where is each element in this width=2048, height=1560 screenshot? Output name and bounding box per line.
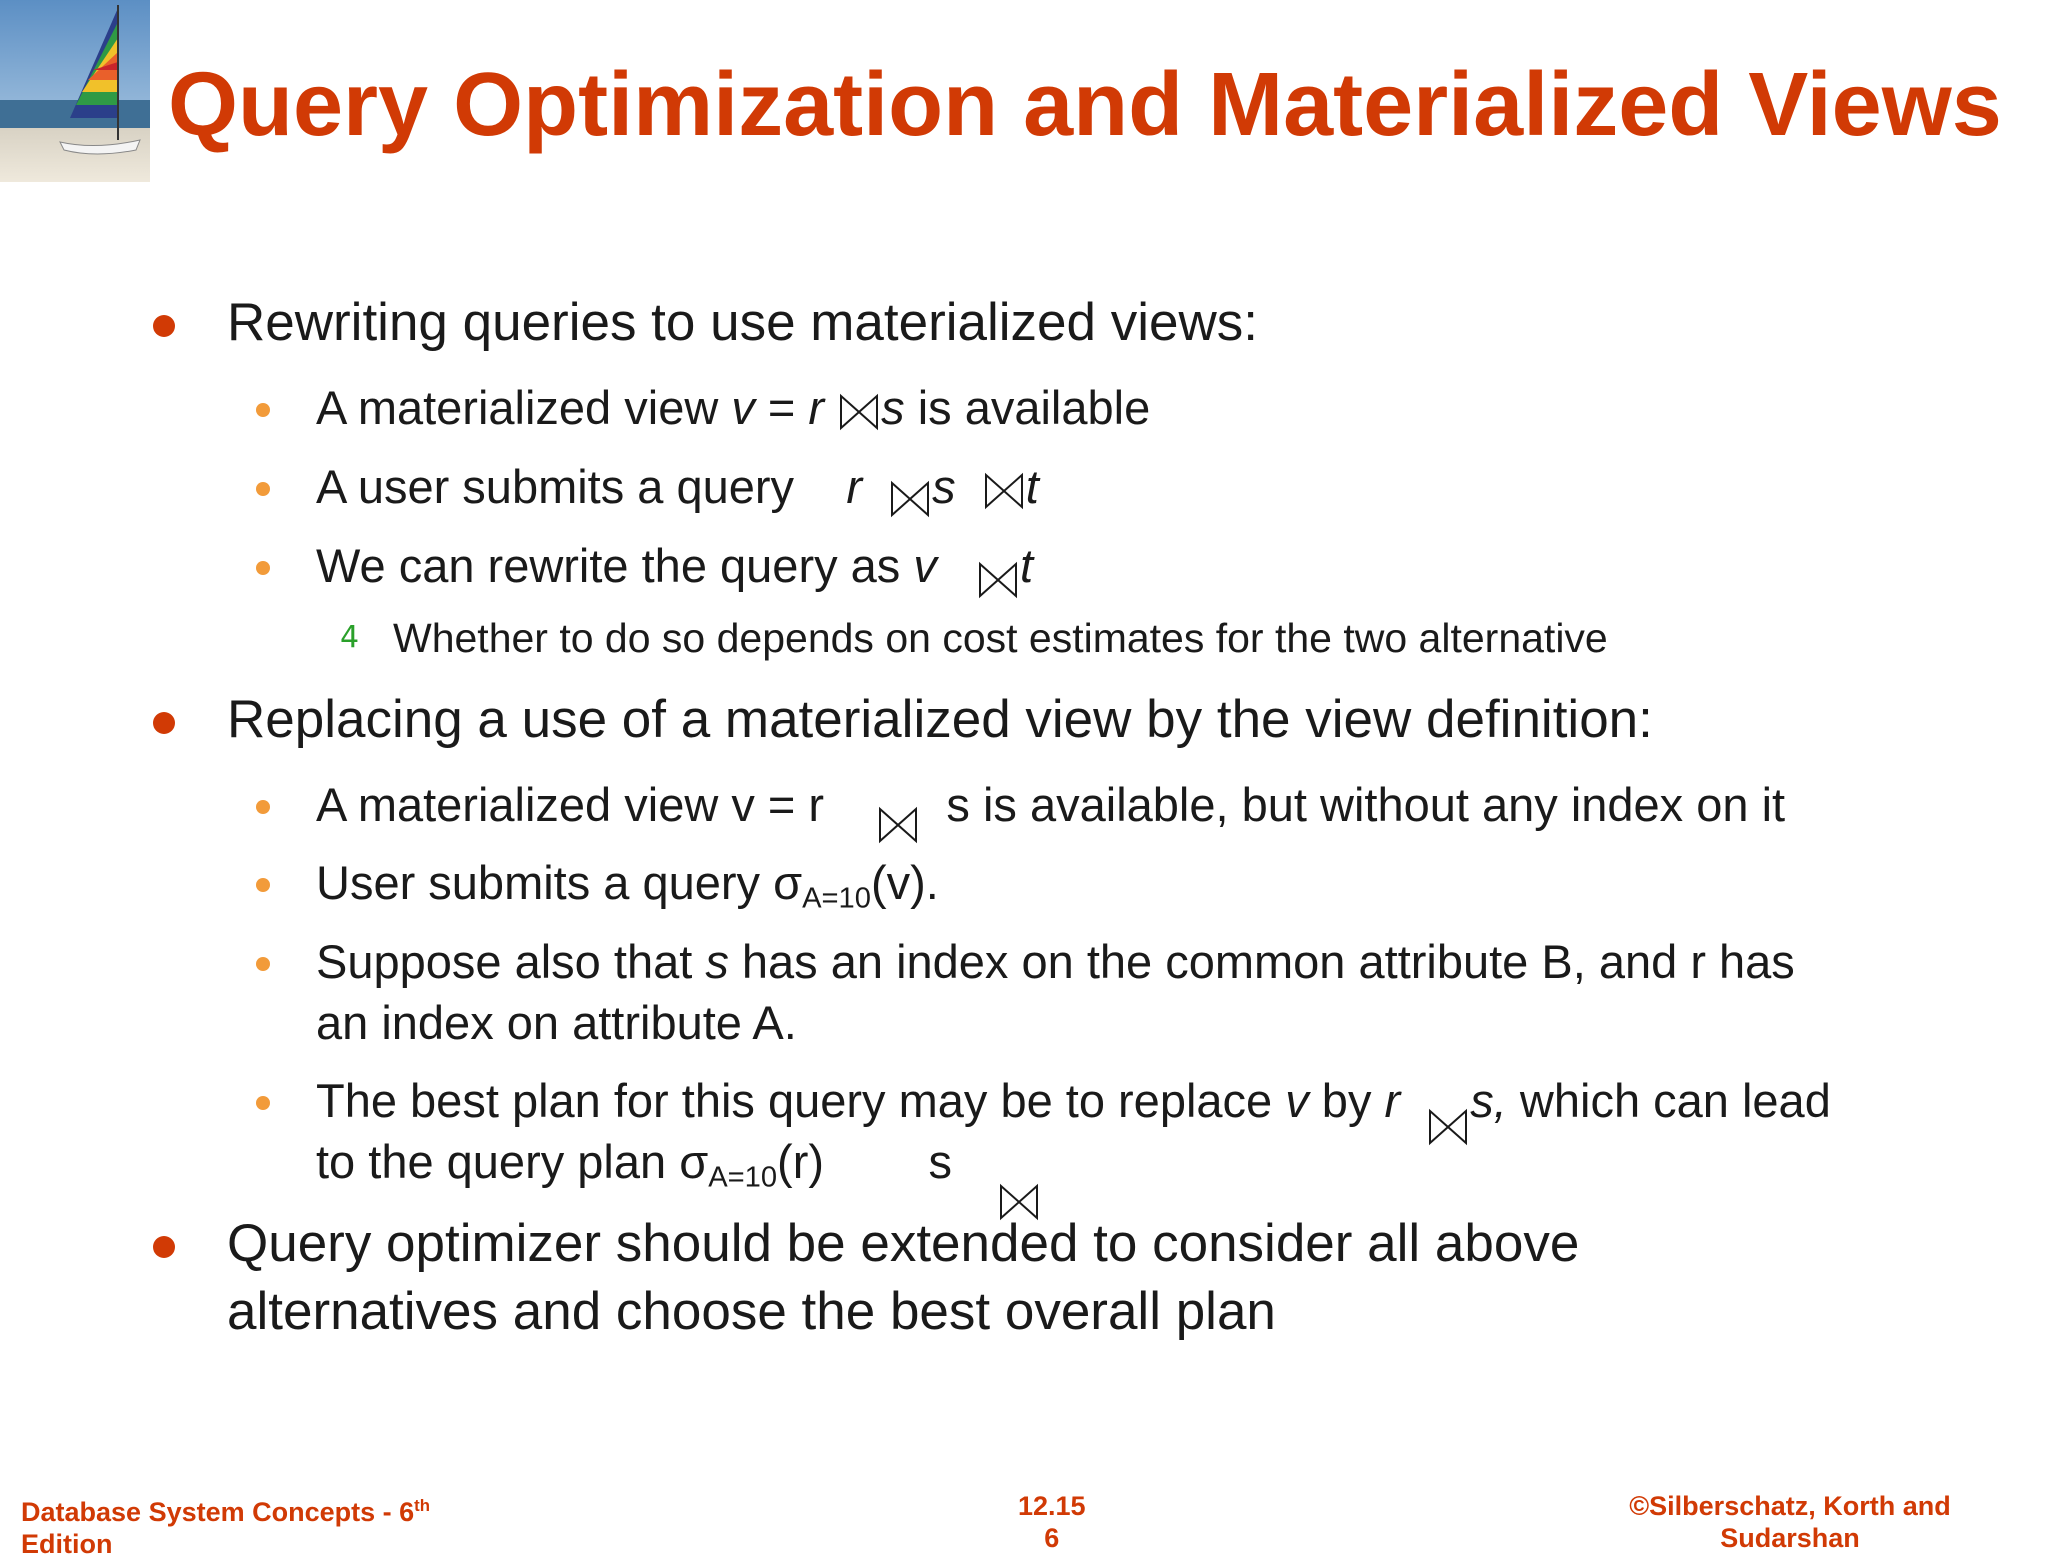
sub-bullet-best-plan: The best plan for this query may be to replace v by r s, which can lead — [316, 1071, 1831, 1131]
slide-title: Query Optimization and Materialized Views — [168, 55, 2002, 155]
sub-bullet-rewrite-query: We can rewrite the query as v t — [316, 536, 1033, 596]
sub-bullet-dot — [256, 957, 270, 971]
footer-book-title: Database System Concepts - 6th Edition — [21, 1496, 430, 1559]
natural-join-icon — [1426, 1103, 1470, 1151]
sub-bullet-user-selection: User submits a query $\sigma_{A=10}(v)$. — [316, 856, 939, 915]
natural-join-icon — [876, 801, 920, 849]
sub-bullet-view-without-index: A materialized view v = r s is available, but without any index on it — [316, 775, 1785, 835]
footer-slide-number: 12.15 6 — [1018, 1491, 1086, 1553]
sub-bullet-dot — [256, 403, 270, 417]
natural-join-icon — [888, 475, 932, 523]
sailboat-logo-image — [0, 0, 150, 182]
bullet-query-optimizer: Query optimizer should be extended to consider all above — [227, 1214, 1580, 1273]
sub-sub-bullet-marker: 4 — [340, 620, 360, 655]
bullet-query-optimizer-cont: alternatives and choose the best overall plan — [227, 1282, 1276, 1341]
sub-bullet-dot — [256, 482, 270, 496]
sub-sub-bullet-cost-estimates: Whether to do so depends on cost estimates for the two alternative — [393, 615, 1608, 661]
sub-bullet-index-assumption-cont: an index on attribute A. — [316, 996, 797, 1049]
sub-bullet-dot — [256, 1096, 270, 1110]
footer-copyright: ©Silberschatz, Korth and Sudarshan — [1629, 1491, 1951, 1553]
sub-bullet-materialized-view: A materialized view v = r s is available — [316, 381, 1151, 434]
bullet-dot — [153, 1236, 175, 1258]
bullet-dot — [153, 712, 175, 734]
bullet-rewriting-queries: Rewriting queries to use materialized views: — [227, 293, 1258, 352]
natural-join-icon — [982, 467, 1026, 515]
sub-bullet-dot — [256, 561, 270, 575]
bullet-replacing-view: Replacing a use of a materialized view by the view definition: — [227, 690, 1653, 749]
bullet-dot — [153, 315, 175, 337]
natural-join-icon — [837, 388, 881, 436]
sub-bullet-index-assumption: Suppose also that s has an index on the common attribute B, and r has — [316, 935, 1795, 988]
sub-bullet-dot — [256, 800, 270, 814]
sub-bullet-dot — [256, 878, 270, 892]
natural-join-icon — [976, 556, 1020, 604]
sub-bullet-best-plan-cont: to the query plan $\sigma_{A=10}(r)$ s — [316, 1135, 952, 1194]
sub-bullet-user-query: A user submits a query r s t — [316, 457, 1039, 517]
